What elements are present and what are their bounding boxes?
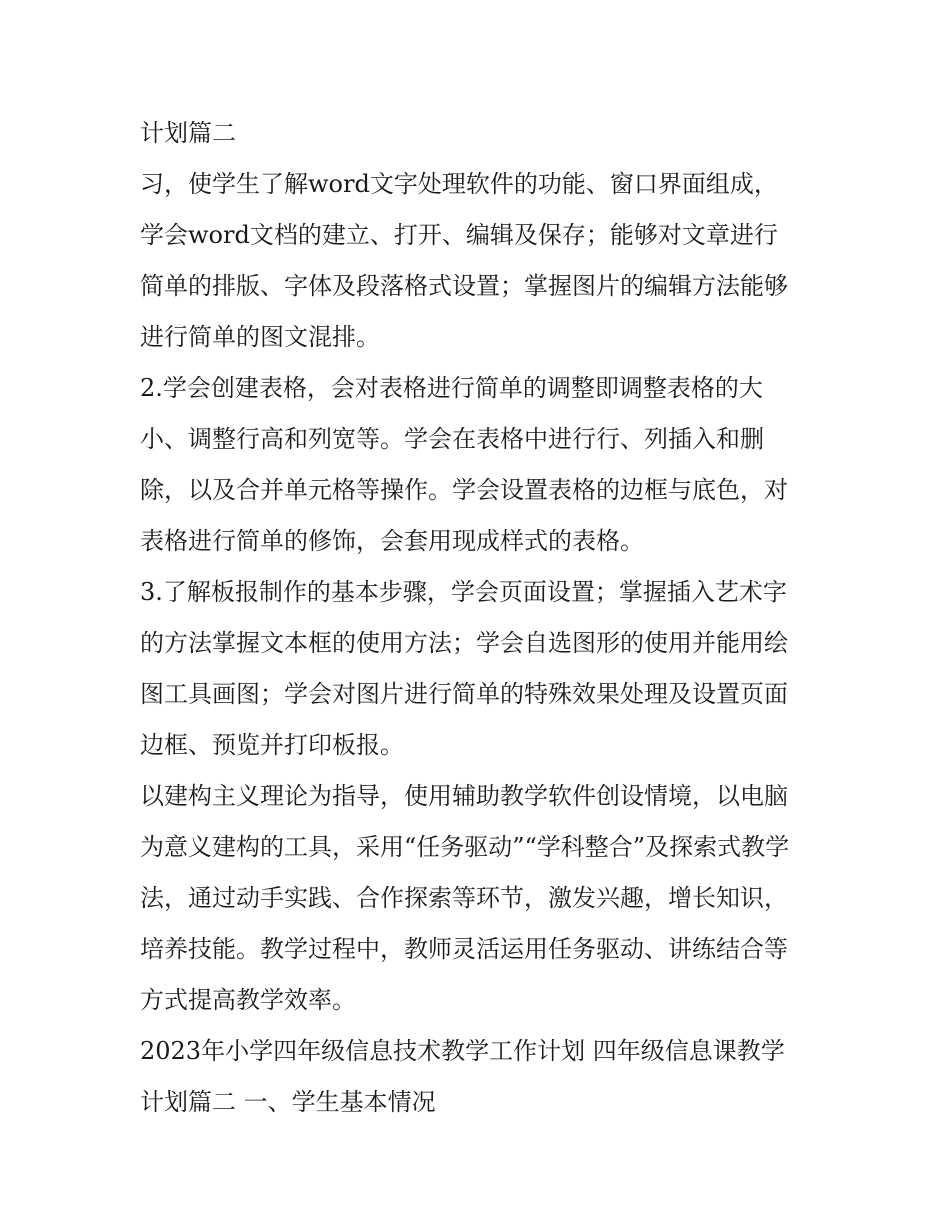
text-line: 的方法掌握文本框的使用方法；学会自选图形的使用并能用绘: [140, 629, 788, 657]
text-line: 边框、预览并打印板报。: [140, 731, 404, 759]
text-line: 以建构主义理论为指导，使用辅助教学软件创设情境，以电脑: [140, 782, 788, 810]
text-line: 培养技能。教学过程中，教师灵活运用任务驱动、讲练结合等: [140, 935, 788, 963]
text-line: 2.学会创建表格，会对表格进行简单的调整即调整表格的大: [140, 374, 763, 402]
text-line: 图工具画图；学会对图片进行简单的特殊效果处理及设置页面: [140, 680, 788, 708]
document-body: [140, 108, 820, 1128]
text-line: 方式提高教学效率。: [140, 986, 356, 1014]
text-line: 法，通过动手实践、合作探索等环节，激发兴趣，增长知识，: [140, 884, 788, 912]
text-line: 表格进行简单的修饰，会套用现成样式的表格。: [140, 527, 644, 555]
text-line: 进行简单的图文混排。: [140, 323, 380, 351]
text-line: 习，使学生了解word文字处理软件的功能、窗口界面组成，: [140, 170, 778, 198]
text-line: 计划篇二 一、学生基本情况: [140, 1088, 436, 1116]
text-line: 除，以及合并单元格等操作。学会设置表格的边框与底色，对: [140, 476, 788, 504]
text-line: 计划篇二: [140, 119, 236, 147]
text-line: 简单的排版、字体及段落格式设置；掌握图片的编辑方法能够: [140, 272, 788, 300]
text-line: 学会word文档的建立、打开、编辑及保存；能够对文章进行: [140, 221, 778, 249]
text-line: 2023年小学四年级信息技术教学工作计划 四年级信息课教学: [140, 1037, 785, 1065]
text-line: 小、调整行高和列宽等。学会在表格中进行行、列插入和删: [140, 425, 764, 453]
text-line: 3.了解板报制作的基本步骤，学会页面设置；掌握插入艺术字: [140, 578, 787, 606]
text-line: 为意义建构的工具，采用“任务驱动”“学科整合”及探索式教学: [140, 833, 790, 861]
